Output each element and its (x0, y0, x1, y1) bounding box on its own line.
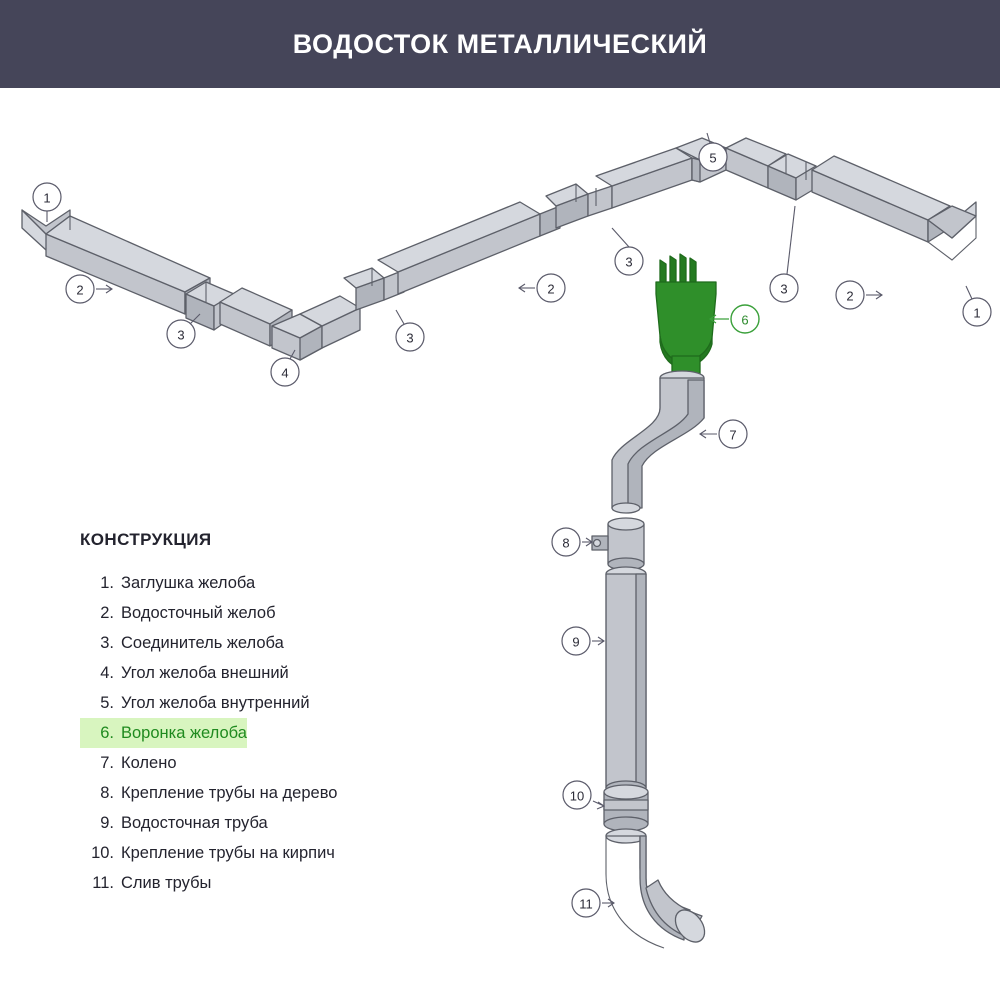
callout-label: 3 (625, 254, 633, 270)
legend-title: КОНСТРУКЦИЯ (80, 530, 212, 549)
legend-item-number: 3. (100, 634, 114, 652)
callout-3-mid[interactable] (396, 310, 424, 351)
callout-2-right[interactable] (836, 281, 882, 309)
legend-item-number: 10. (91, 844, 114, 862)
callout-3-left[interactable] (167, 314, 200, 348)
legend-item-number: 2. (100, 604, 114, 622)
part-gutter-right (812, 156, 950, 242)
legend-item-label: Заглушка желоба (121, 574, 256, 592)
legend-item-label: Слив трубы (121, 874, 212, 892)
callout-label: 3 (780, 281, 788, 297)
callout-6-funnel[interactable] (710, 305, 759, 333)
callout-label: 4 (281, 365, 289, 381)
callout-label: 2 (846, 288, 854, 304)
legend-item-number: 11. (92, 874, 114, 892)
legend-item-number: 7. (100, 754, 114, 772)
legend-item-label: Крепление трубы на дерево (121, 784, 338, 802)
part-drain-outlet (606, 829, 711, 948)
part-connector-before-funnel (546, 184, 612, 228)
callout-label: 1 (43, 190, 51, 206)
legend-item-label: Угол желоба внутренний (121, 694, 310, 712)
page-title: ВОДОСТОК МЕТАЛЛИЧЕСКИЙ (292, 28, 708, 59)
legend-item-number: 9. (100, 814, 114, 832)
callout-label: 9 (572, 634, 580, 650)
legend-item-label: Соединитель желоба (121, 634, 284, 652)
part-pipe-bracket-wood (592, 518, 644, 570)
part-downpipe (606, 567, 646, 795)
callout-7-elbow[interactable] (700, 420, 747, 448)
legend-item-label: Крепление трубы на кирпич (121, 844, 335, 862)
callout-10-bracket-brick[interactable] (563, 781, 604, 809)
part-pipe-bracket-brick (604, 785, 648, 831)
callout-1-left[interactable] (33, 183, 61, 222)
callout-label: 1 (973, 305, 981, 321)
callout-label: 11 (579, 896, 593, 912)
part-gutter-mid-2 (378, 202, 560, 294)
callout-label: 7 (729, 427, 737, 443)
callout-9-downpipe[interactable] (562, 627, 604, 655)
callout-label: 10 (569, 788, 585, 804)
legend-item-number: 8. (100, 784, 114, 802)
callout-1-right[interactable] (963, 286, 991, 326)
legend-item-number: 5. (100, 694, 114, 712)
callout-3-right[interactable] (770, 206, 798, 302)
legend-item-label: Водосточная труба (121, 814, 268, 832)
page-header (0, 0, 1000, 88)
legend-item-label: Воронка желоба (121, 718, 247, 748)
callout-label: 3 (406, 330, 414, 346)
callout-3-funnel[interactable] (612, 228, 643, 275)
part-funnel-green (656, 254, 716, 383)
callout-label: 5 (709, 150, 717, 166)
legend-item-number: 1. (100, 574, 114, 592)
legend-item-number: 4. (100, 664, 114, 682)
callout-label: 8 (562, 535, 570, 551)
callout-label: 2 (76, 282, 84, 298)
callout-label: 6 (741, 312, 749, 328)
callout-2-mid[interactable] (519, 274, 565, 302)
legend-item-label: Колено (121, 754, 177, 772)
callout-label: 3 (177, 327, 185, 343)
legend-item-number: 6. (80, 718, 121, 748)
callout-label: 2 (547, 281, 555, 297)
legend-item-label: Водосточный желоб (121, 604, 276, 622)
callout-8-bracket-wood[interactable] (552, 528, 592, 556)
part-elbow-upper (612, 371, 704, 513)
gutter-system-diagram (0, 88, 1000, 1000)
legend-item-label: Угол желоба внешний (121, 664, 289, 682)
